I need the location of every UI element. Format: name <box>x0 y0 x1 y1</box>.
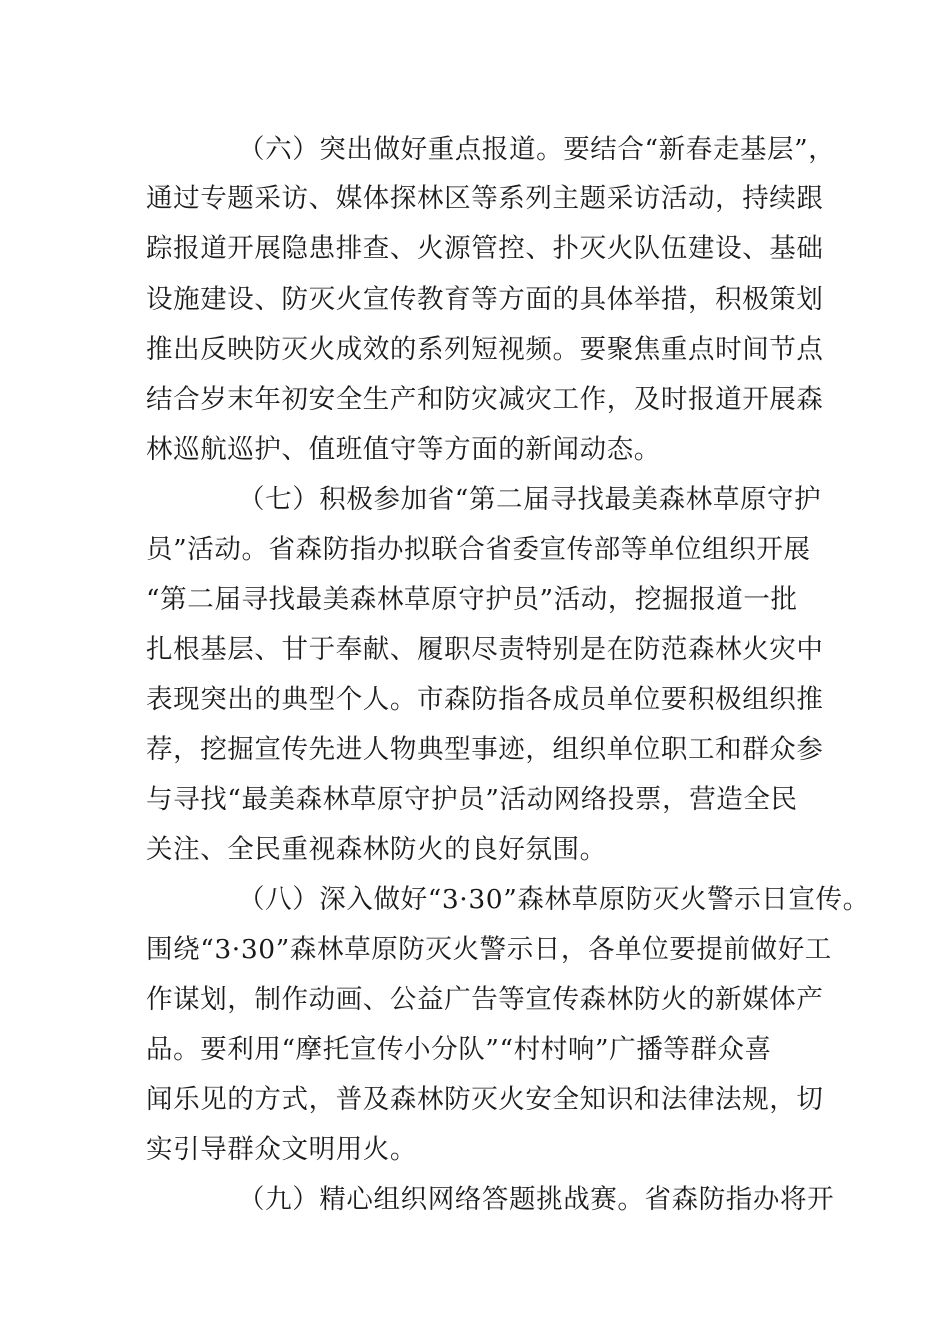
paragraph-7-line-3: “第二届寻找最美森林草原守护员”活动，挖掘报道一批 <box>146 584 798 615</box>
paragraph-6-line-5: 推出反映防灭火成效的系列短视频。要聚焦重点时间节点 <box>146 334 824 365</box>
paragraph-6-line-2: 通过专题采访、媒体探林区等系列主题采访活动，持续跟 <box>146 183 824 214</box>
paragraph-8-line-3: 作谋划，制作动画、公益广告等宣传森林防火的新媒体产 <box>146 984 824 1015</box>
paragraph-8-line-4: 品。要利用“摩托宣传小分队”“村村响”广播等群众喜 <box>146 1034 772 1065</box>
paragraph-7-line-7: 与寻找“最美森林草原守护员”活动网络投票，营造全民 <box>146 784 798 815</box>
paragraph-9-line-1: （九）精心组织网络答题挑战赛。省森防指办将开 <box>238 1184 835 1215</box>
paragraph-7-line-5: 表现突出的典型个人。市森防指各成员单位要积极组织推 <box>146 684 824 715</box>
paragraph-6-line-4: 设施建设、防灭火宣传教育等方面的具体举措，积极策划 <box>146 284 824 315</box>
paragraph-6-line-1: （六）突出做好重点报道。要结合“新春走基层”， <box>238 134 836 165</box>
paragraph-8-line-6: 实引导群众文明用火。 <box>146 1134 417 1165</box>
paragraph-8-line-5: 闻乐见的方式，普及森林防灭火安全知识和法律法规，切 <box>146 1084 824 1115</box>
paragraph-7-line-1: （七）积极参加省“第二届寻找最美森林草原守护 <box>238 484 822 515</box>
paragraph-6-line-6: 结合岁末年初安全生产和防灾减灾工作，及时报道开展森 <box>146 384 824 415</box>
paragraph-7-line-8: 关注、全民重视森林防火的良好氛围。 <box>146 834 607 865</box>
paragraph-8-line-1: （八）深入做好“3·30”森林草原防灭火警示日宣传。 <box>238 884 870 915</box>
paragraph-8-line-2: 围绕“3·30”森林草原防灭火警示日，各单位要提前做好工 <box>146 934 832 965</box>
paragraph-7-line-4: 扎根基层、甘于奉献、履职尽责特别是在防范森林火灾中 <box>146 634 824 665</box>
paragraph-6-line-3: 踪报道开展隐患排查、火源管控、扑灭火队伍建设、基础 <box>146 233 824 264</box>
paragraph-7-line-6: 荐，挖掘宣传先进人物典型事迹，组织单位职工和群众参 <box>146 734 824 765</box>
paragraph-6-line-7: 林巡航巡护、值班值守等方面的新闻动态。 <box>146 434 661 465</box>
paragraph-7-line-2: 员”活动。省森防指办拟联合省委宣传部等单位组织开展 <box>146 534 811 565</box>
